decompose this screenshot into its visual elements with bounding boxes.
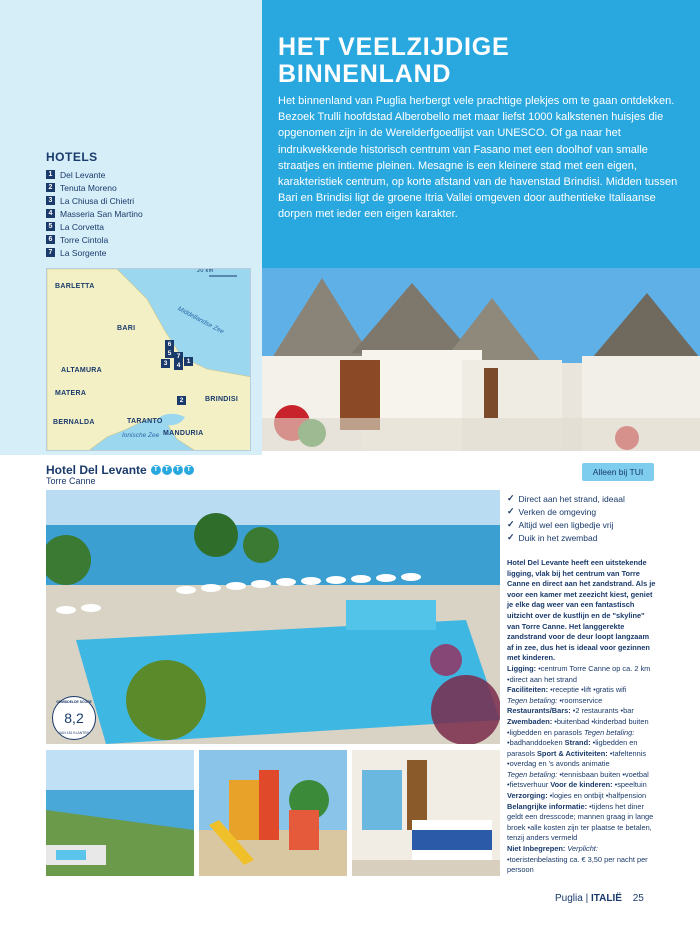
hotel-number: 7 — [46, 248, 55, 257]
list-item — [507, 531, 625, 544]
label-tegen-betaling: Tegen betaling: — [507, 769, 558, 779]
value-tegen-betaling: •roomservice — [559, 695, 603, 705]
label-kinderen: Voor de kinderen: — [550, 780, 613, 790]
sea-adriatic: Middellandse Zee — [176, 305, 225, 336]
list-item — [46, 207, 143, 220]
list-item — [46, 246, 143, 259]
rating-score-badge — [52, 696, 96, 740]
value-kinderen: •speeltuin — [614, 780, 647, 790]
check-icon: ✓ — [507, 506, 515, 516]
value-niet-inbegrepen: •toeristenbelasting ca. € 3,50 per nacht per persoon — [507, 854, 648, 875]
value-sport: •tafeltennis •overdag en 's avonds animatie — [507, 748, 647, 769]
rating-icon: T — [162, 465, 172, 475]
value-tegen-betaling: •tennisbaan buiten •voetbal •fietsverhuur — [507, 769, 649, 790]
hotel-name: La Chiusa di Chietri — [60, 195, 135, 206]
label-info: Belangrijke informatie: — [507, 801, 588, 811]
description-lead: Hotel Del Levante heeft een uitstekende ligging, vlak bij het centrum van Torre Canne en direct aan het zandstrand. Als je voor een kamer met zeezicht kiest, geniet je elke dag weer van een fantastisch uitzicht over de kustlijn en de "skyline" van Torre Canne. Het langgerekte zandstrand voor de deur loopt langzaam af in zee, dus het is ideaal voor gezinnen met kinderen. — [507, 558, 656, 663]
map-pin-3: 3 — [161, 359, 170, 368]
hotel-name: Del Levante — [60, 169, 106, 180]
label-restaurants: Restaurants/Bars: — [507, 706, 571, 716]
highlight-text: Duik in het zwembad — [518, 532, 598, 543]
score-sublabel: VAN 181 KLANTEN — [59, 731, 89, 735]
beach-photo — [46, 750, 194, 876]
check-icon: ✓ — [507, 532, 515, 542]
hotel-pool-photo — [46, 490, 500, 744]
city-bari: BARI — [117, 325, 136, 332]
label-zwembaden: Zwembaden: — [507, 716, 553, 726]
playground-photo — [199, 750, 347, 876]
list-item — [46, 168, 143, 181]
list-item — [507, 505, 625, 518]
city-taranto: TARANTO — [127, 418, 163, 425]
list-item — [46, 194, 143, 207]
list-item — [507, 518, 625, 531]
value-restaurants: •2 restaurants •bar — [572, 706, 634, 716]
highlight-text: Verken de omgeving — [518, 506, 597, 517]
label-strand: Strand: — [564, 738, 591, 748]
city-altamura: ALTAMURA — [61, 367, 103, 374]
list-item — [46, 233, 143, 246]
hotel-name: Masseria San Martino — [60, 208, 143, 219]
pool-illustration — [46, 490, 500, 744]
highlight-text: Altijd wel een ligbedje vrij — [518, 519, 614, 530]
hotel-number: 3 — [46, 196, 55, 205]
score-label: GEMIDDELDE SCORE — [56, 700, 92, 704]
page-number: 25 — [632, 893, 644, 904]
label-sport: Sport & Activiteiten: — [537, 748, 608, 758]
sea-ionian: Ionische Zee — [122, 432, 160, 439]
map-pin-6: 6 — [165, 340, 174, 349]
label-faciliteiten: Faciliteiten: — [507, 685, 549, 695]
check-icon: ✓ — [507, 493, 515, 503]
rating-icons — [151, 465, 195, 475]
city-manduria: MANDURIA — [163, 430, 204, 437]
list-item — [46, 220, 143, 233]
value-verzorging: •logies en ontbijt •halfpension — [549, 791, 647, 801]
map-pin-2: 2 — [177, 396, 186, 405]
check-icon: ✓ — [507, 519, 515, 529]
region-map — [46, 268, 251, 451]
hotel-number: 6 — [46, 235, 55, 244]
room-illustration — [352, 750, 500, 876]
list-item — [46, 181, 143, 194]
hotel-name: La Sorgente — [60, 247, 107, 258]
city-brindisi: BRINDISI — [205, 396, 239, 403]
beach-illustration — [46, 750, 194, 876]
trulli-illustration — [262, 268, 700, 451]
map-scale: 20 km — [197, 268, 214, 274]
hotel-description — [507, 558, 657, 876]
page-footer — [555, 893, 644, 904]
hotel-name: La Corvetta — [60, 221, 104, 232]
hotel-name: Tenuta Moreno — [60, 182, 117, 193]
section-divider — [0, 455, 700, 457]
page-title: HET VEELZIJDIGE BINNENLAND — [278, 33, 510, 88]
exclusive-badge: Alleen bij TUI — [582, 463, 654, 481]
rating-icon: T — [173, 465, 183, 475]
label-verzorging: Verzorging: — [507, 791, 548, 801]
hotel-number: 2 — [46, 183, 55, 192]
value-faciliteiten: •receptie •lift •gratis wifi — [550, 685, 627, 695]
hotel-number: 5 — [46, 222, 55, 231]
hotel-number: 4 — [46, 209, 55, 218]
city-bernalda: BERNALDA — [53, 419, 95, 426]
hotel-name: Torre Cintola — [60, 234, 109, 245]
playground-illustration — [199, 750, 347, 876]
hotel-number: 1 — [46, 170, 55, 179]
label-tegen-betaling: Tegen betaling: — [507, 695, 558, 705]
city-matera: MATERA — [55, 390, 87, 397]
room-photo — [352, 750, 500, 876]
rating-icon: T — [184, 465, 194, 475]
hotel-title-text: Hotel Del Levante — [46, 463, 147, 477]
label-ligging: Ligging: — [507, 663, 537, 673]
highlights-list — [507, 492, 625, 544]
map-pin-5: 5 — [165, 349, 174, 358]
footer-country: ITALIË — [590, 893, 622, 904]
map-pin-1: 1 — [184, 357, 193, 366]
hotel-list — [46, 168, 143, 259]
highlight-text: Direct aan het strand, ideaal — [518, 493, 625, 504]
label-tegen-betaling: Tegen betaling: — [583, 727, 635, 737]
intro-text: Het binnenland van Puglia herbergt vele prachtige plekjes om te gaan ontdekken. Bezoek Trulli hoofdstad Alberobello met maar liefst 1000 kalkstenen huisjes die opgenomen zijn in de Werelderfgoedlijst van UNESCO. Of ga naar het indrukwekkende historisch centrum van Fasano met een doolhof van smalle straatjes en intieme pleinen. Mesagne is een kleinere stad met een eigen, karakteristiek centrum, op korte afstand van de havenstad Brindisi. Midden tussen Bari en Brindisi ligt de groene Itria Vallei omgeven door authentieke Italiaanse dorpen met ieder een eigen karakter. — [278, 95, 678, 221]
value-ligging: •centrum Torre Canne op ca. 2 km •direct aan het strand — [507, 663, 651, 684]
label-niet-inbegrepen: Niet Inbegrepen: — [507, 844, 566, 854]
trulli-photo — [262, 268, 700, 451]
score-value: 8,2 — [64, 710, 84, 726]
footer-separator: | — [585, 893, 589, 904]
rating-icon: T — [151, 465, 161, 475]
label-verplicht: Verplicht: — [567, 844, 598, 854]
map-pin-4: 4 — [174, 361, 183, 370]
map-pin-7: 7 — [174, 352, 183, 361]
list-item — [507, 492, 625, 505]
value-strand: •ligbedden en parasols — [507, 738, 638, 758]
value-info: •tijdens het diner geldt een dresscode; mannen graag in lange broek •alle kosten zijn ter plaatse te betalen, tenzij anders vermeld — [507, 801, 654, 843]
footer-region: Puglia — [555, 893, 583, 904]
city-barletta: BARLETTA — [55, 283, 95, 290]
hotels-title: HOTELS — [46, 150, 98, 164]
hotel-title — [46, 463, 195, 477]
value-zwembaden: •buitenbad •kinderbad buiten •ligbedden en parasols — [507, 716, 649, 737]
value-tegen-betaling: •badhanddoeken — [507, 738, 563, 748]
hotel-location: Torre Canne — [46, 476, 96, 486]
